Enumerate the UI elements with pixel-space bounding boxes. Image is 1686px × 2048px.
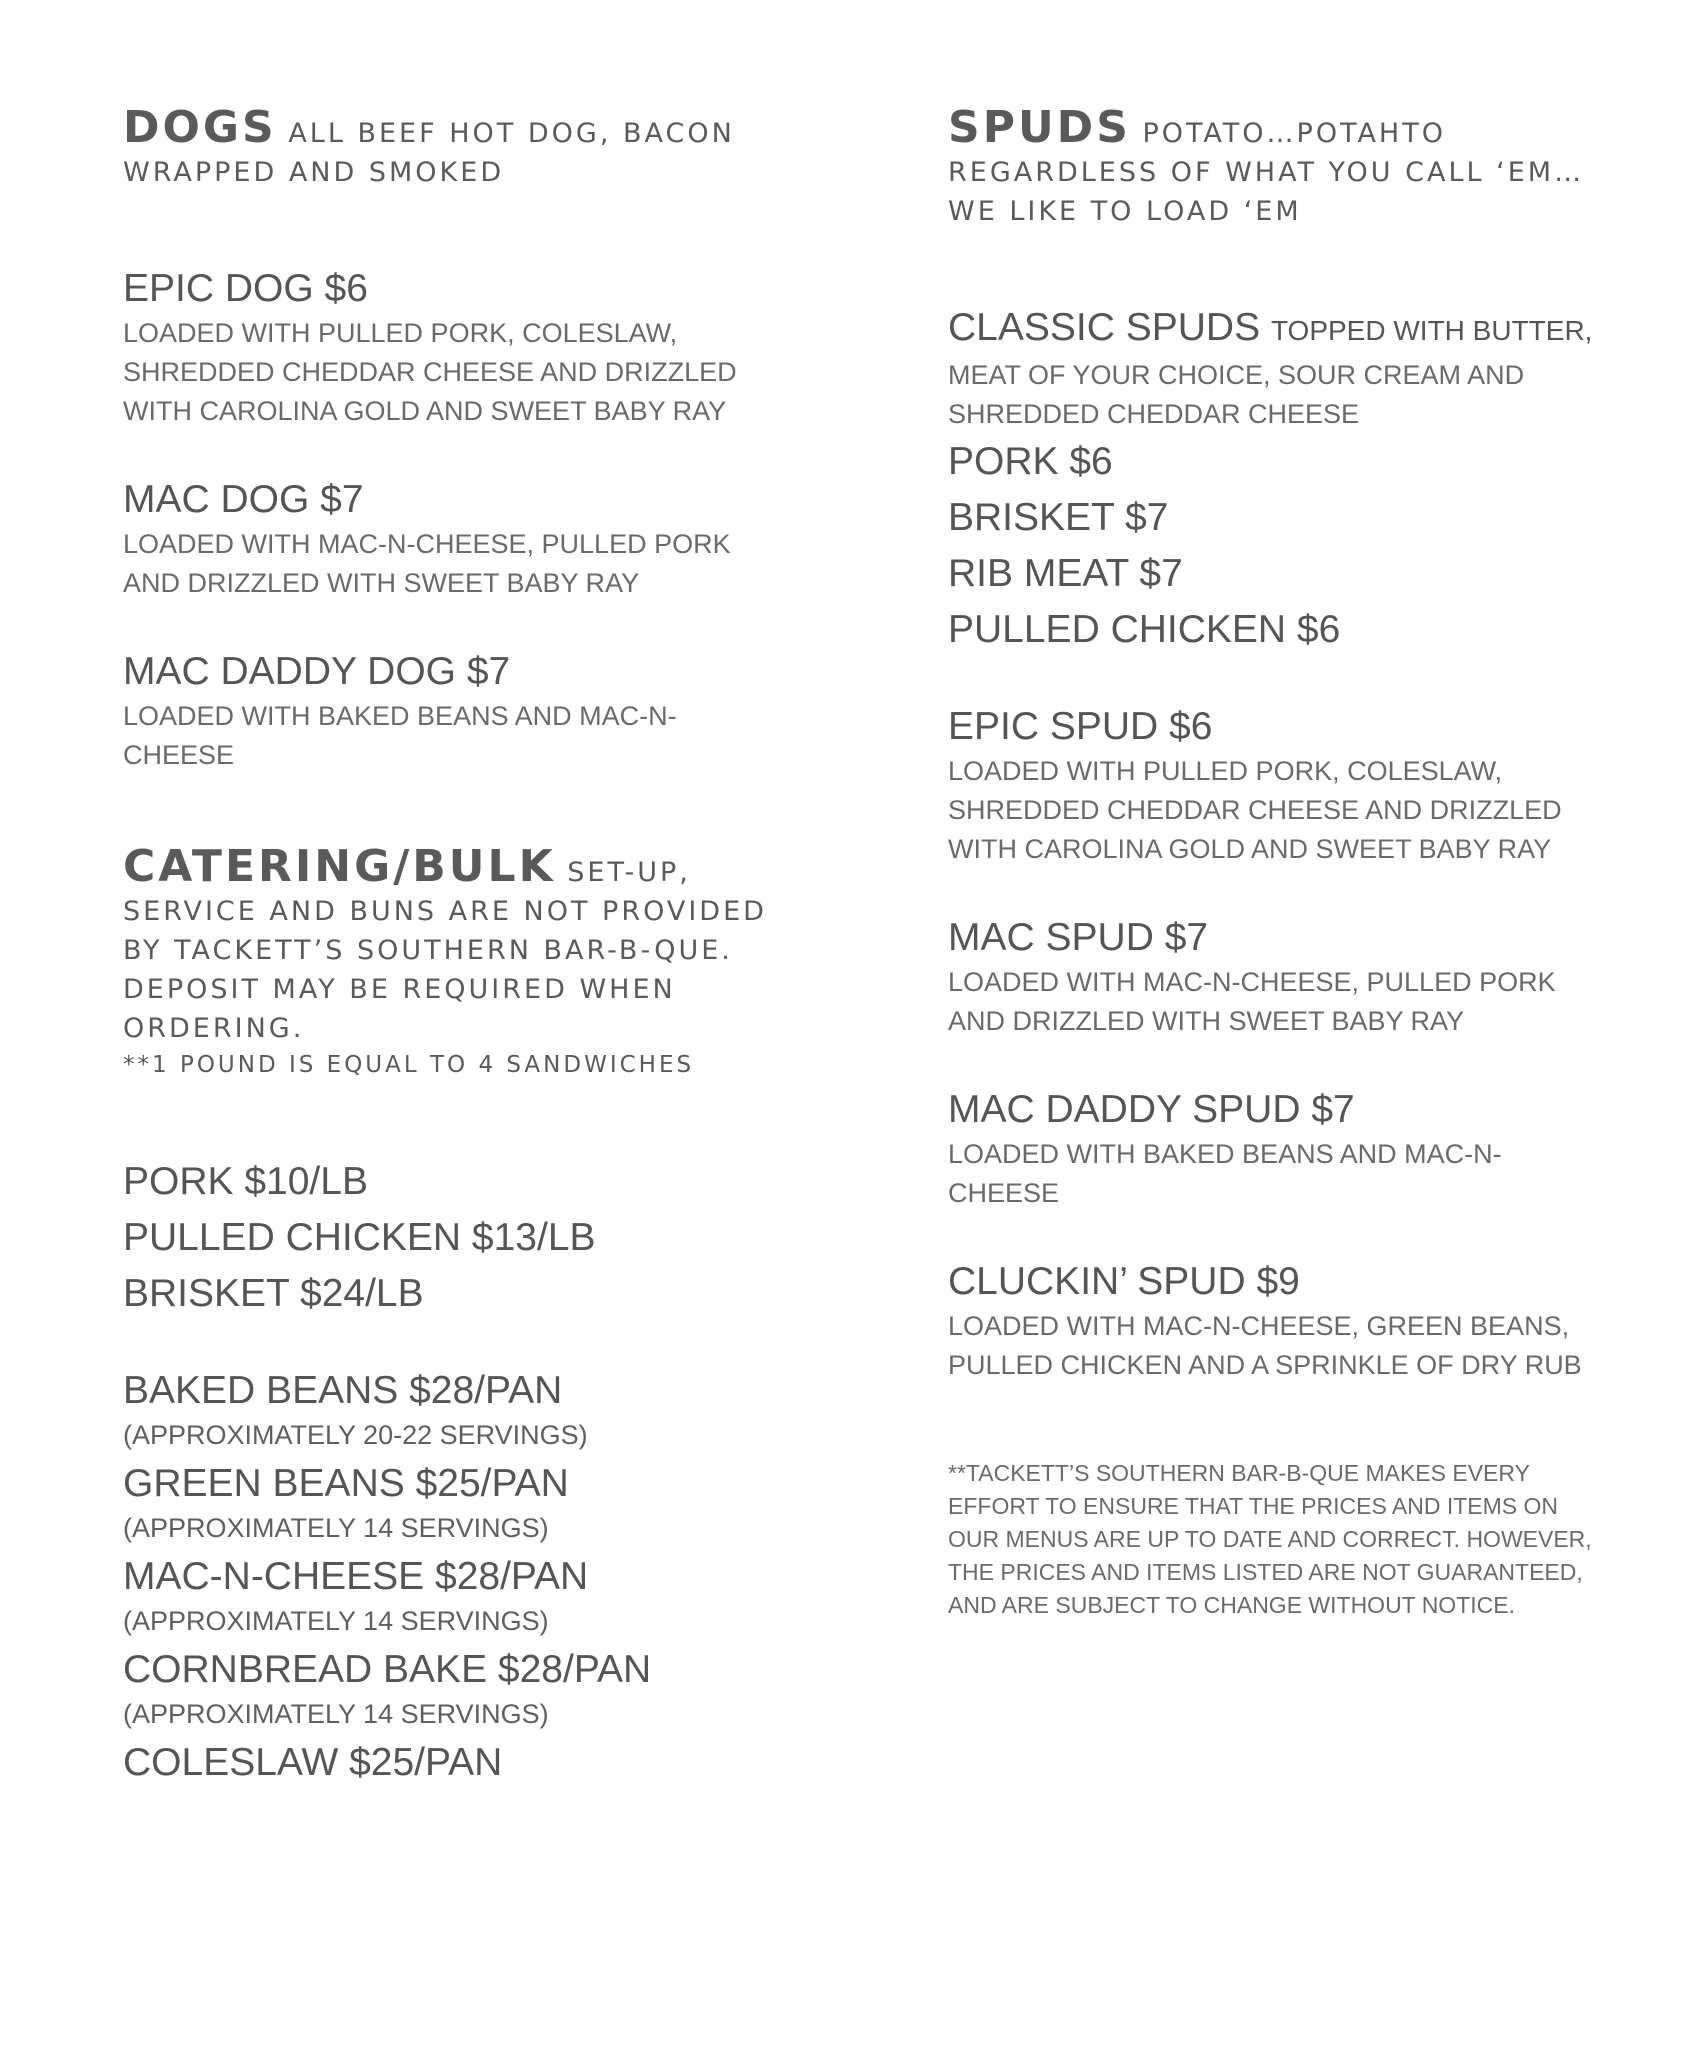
classic-spuds-name: CLASSIC SPUDS <box>948 306 1261 349</box>
menu-item <box>948 702 1608 869</box>
menu-item <box>948 1085 1608 1213</box>
catering-section <box>123 841 783 1788</box>
item-title: EPIC DOG $6 <box>123 267 368 310</box>
catering-note: **1 POUND IS EQUAL TO 4 SANDWICHES <box>123 1052 695 1078</box>
classic-spuds <box>948 303 1608 658</box>
spud-option: PULLED CHICKEN $6 <box>948 608 1341 651</box>
side-title: CORNBREAD BAKE $28/PAN <box>123 1648 652 1691</box>
dogs-heading <box>123 102 783 192</box>
spud-option: RIB MEAT $7 <box>948 552 1183 595</box>
side-servings: (APPROXIMATELY 14 SERVINGS) <box>123 1606 549 1636</box>
item-description: LOADED WITH MAC-N-CHEESE, PULLED PORK AND DRIZZLED WITH SWEET BABY RAY <box>948 967 1556 1036</box>
catering-title: CATERING/BULK <box>123 841 556 892</box>
item-description: LOADED WITH PULLED PORK, COLESLAW, SHREDDED CHEDDAR CHEESE AND DRIZZLED WITH CAROLINA GOLD AND SWEET BABY RAY <box>123 318 737 426</box>
side-title: BAKED BEANS $28/PAN <box>123 1369 563 1412</box>
side-servings: (APPROXIMATELY 14 SERVINGS) <box>123 1513 549 1543</box>
item-description: LOADED WITH MAC-N-CHEESE, PULLED PORK AND DRIZZLED WITH SWEET BABY RAY <box>123 529 731 598</box>
item-title: CLUCKIN’ SPUD $9 <box>948 1260 1300 1303</box>
item-description: LOADED WITH PULLED PORK, COLESLAW, SHREDDED CHEDDAR CHEESE AND DRIZZLED WITH CAROLINA GOLD AND SWEET BABY RAY <box>948 756 1562 864</box>
side-title: COLESLAW $25/PAN <box>123 1741 503 1784</box>
spud-option: PORK $6 <box>948 440 1113 483</box>
menu-item <box>948 1257 1608 1385</box>
disclaimer: **TACKETT’S SOUTHERN BAR-B-QUE MAKES EVERY EFFORT TO ENSURE THAT THE PRICES AND ITEMS ON OUR MENUS ARE UP TO DATE AND CORRECT. HOWEVER, THE PRICES AND ITEMS LISTED ARE NOT GUARANTEED, AND ARE SUBJECT TO CHANGE WITHOUT NOTICE. <box>948 1460 1592 1618</box>
classic-spuds-desc: MEAT OF YOUR CHOICE, SOUR CREAM AND SHREDDED CHEDDAR CHEESE <box>948 360 1525 429</box>
classic-spuds-title <box>948 303 1608 356</box>
menu-item <box>123 647 783 775</box>
catering-heading <box>123 841 783 1082</box>
catering-tagline: SET-UP, SERVICE AND BUNS ARE NOT PROVIDED BY TACKETT’S SOUTHERN BAR-B-QUE. DEPOSIT MAY BE REQUIRED WHEN ORDERING. <box>123 857 767 1044</box>
item-title: MAC DADDY SPUD $7 <box>948 1088 1355 1131</box>
side-title: GREEN BEANS $25/PAN <box>123 1462 569 1505</box>
right-column <box>948 102 1608 1622</box>
item-title: MAC SPUD $7 <box>948 916 1209 959</box>
spuds-section <box>948 102 1608 1385</box>
meat-price: PULLED CHICKEN $13/LB <box>123 1216 596 1259</box>
item-title: MAC DOG $7 <box>123 478 364 521</box>
menu-item <box>948 913 1608 1041</box>
spuds-tagline: POTATO…POTAHTO REGARDLESS OF WHAT YOU CALL ‘EM…WE LIKE TO LOAD ‘EM <box>948 118 1585 227</box>
meat-price: PORK $10/LB <box>123 1160 368 1203</box>
item-description: LOADED WITH MAC-N-CHEESE, GREEN BEANS, PULLED CHICKEN AND A SPRINKLE OF DRY RUB <box>948 1311 1582 1380</box>
menu-item <box>123 475 783 603</box>
side-title: MAC-N-CHEESE $28/PAN <box>123 1555 589 1598</box>
left-column <box>123 102 783 1788</box>
catering-sides <box>123 1366 783 1788</box>
side-servings: (APPROXIMATELY 14 SERVINGS) <box>123 1699 549 1729</box>
menu-item <box>123 264 783 431</box>
meat-price: BRISKET $24/LB <box>123 1272 424 1315</box>
dogs-tagline: ALL BEEF HOT DOG, BACON WRAPPED AND SMOKED <box>123 118 735 188</box>
item-description: LOADED WITH BAKED BEANS AND MAC-N-CHEESE <box>123 701 677 770</box>
spuds-heading <box>948 102 1608 231</box>
dogs-title: DOGS <box>123 102 277 153</box>
item-title: EPIC SPUD $6 <box>948 705 1213 748</box>
dogs-section <box>123 102 783 775</box>
side-servings: (APPROXIMATELY 20-22 SERVINGS) <box>123 1420 588 1450</box>
catering-meats <box>123 1154 783 1322</box>
spuds-title: SPUDS <box>948 102 1131 153</box>
item-description: LOADED WITH BAKED BEANS AND MAC-N-CHEESE <box>948 1139 1502 1208</box>
classic-spuds-inline-desc: TOPPED WITH BUTTER, <box>1270 315 1593 346</box>
spud-option: BRISKET $7 <box>948 496 1169 539</box>
item-title: MAC DADDY DOG $7 <box>123 650 511 693</box>
